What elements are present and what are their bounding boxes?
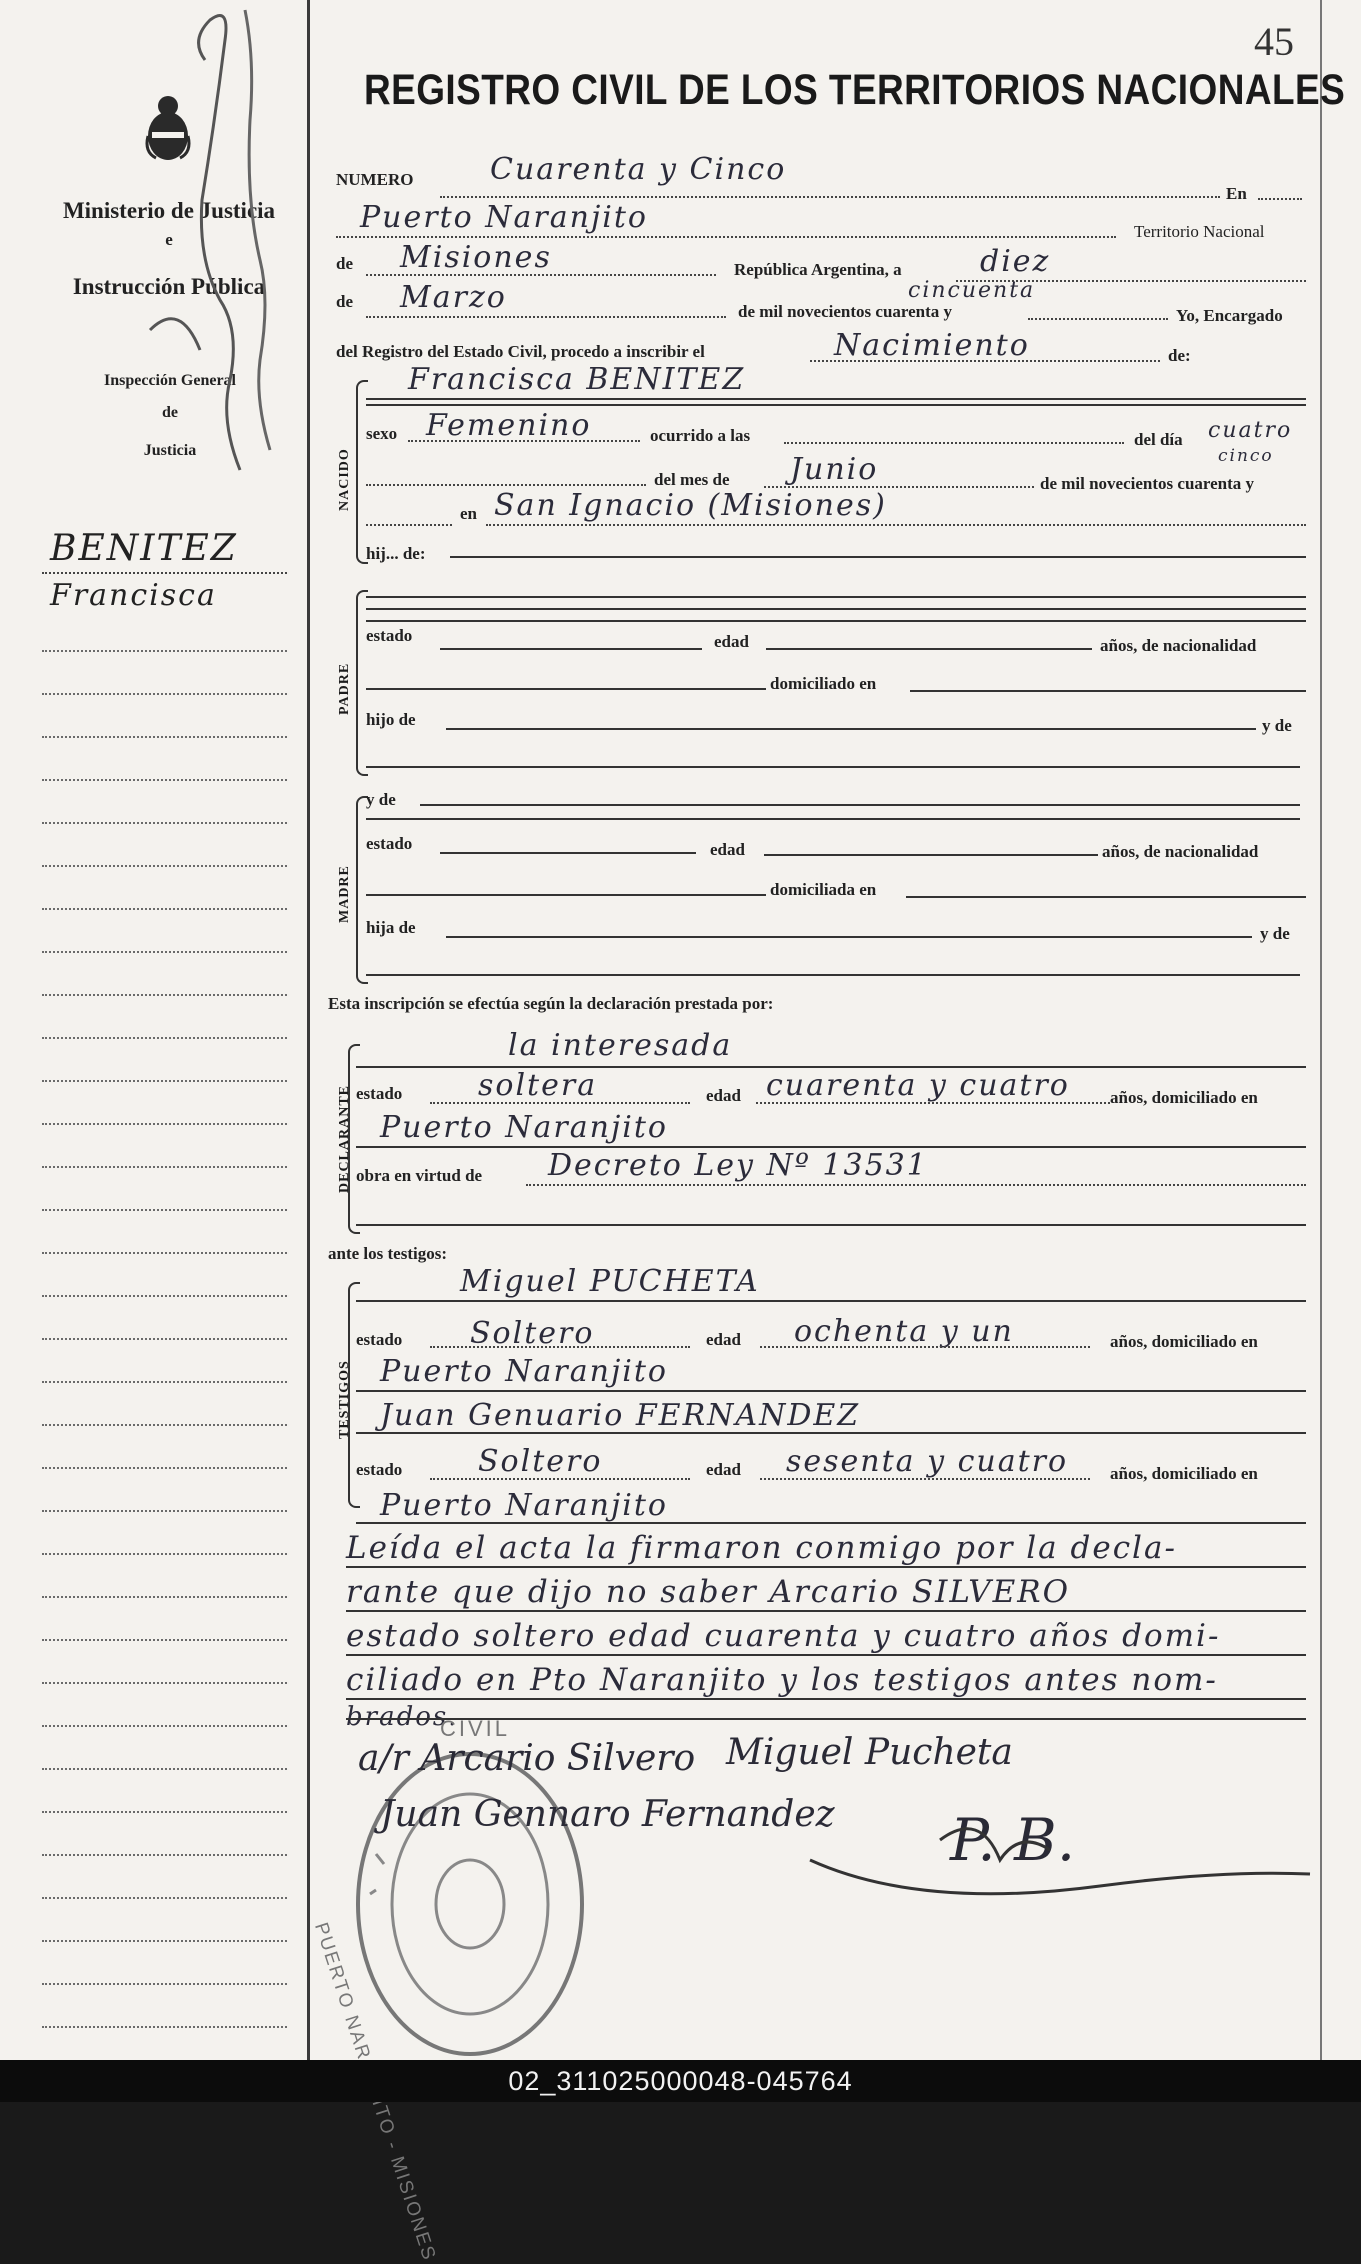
de-colon-label: de: <box>1168 346 1191 365</box>
margin-dotted-line <box>42 693 287 695</box>
mes-nacido-value: Junio <box>790 452 879 487</box>
year-line <box>1028 318 1168 320</box>
padre-hijo-line <box>446 728 1256 730</box>
margin-dotted-line <box>42 1897 287 1899</box>
testigo1-estado-line <box>430 1346 690 1348</box>
margin-dotted-line <box>42 1553 287 1555</box>
numero-line <box>440 196 1220 198</box>
margin-dotted-line <box>42 736 287 738</box>
declarante-domicilio: Puerto Naranjito <box>380 1110 668 1145</box>
testigos-intro: ante los testigos: <box>328 1244 447 1263</box>
nacido-name-line <box>366 398 1306 400</box>
territorio-label: Territorio Nacional <box>1134 222 1265 241</box>
madre-label: MADRE <box>337 865 352 923</box>
testigo2-dom-line <box>356 1522 1306 1524</box>
declarante-label: DECLARANTE <box>337 1084 352 1193</box>
ministry-line1: Ministerio de Justicia <box>62 198 276 223</box>
signature-testigo1: Miguel Pucheta <box>726 1732 1013 1773</box>
madre-dom-line <box>906 896 1306 898</box>
padre-estado-line <box>440 648 702 650</box>
declarante-nombre: la interesada <box>508 1028 733 1063</box>
lugar-line <box>486 524 1306 526</box>
en-nacido-label: en <box>460 504 477 523</box>
testigo1-domicilio: Puerto Naranjito <box>380 1354 668 1389</box>
mil-label: de mil novecientos cuarenta y <box>738 302 953 321</box>
declarante-obra-line <box>526 1184 1306 1186</box>
testigo2-estado-line <box>430 1478 690 1480</box>
margin-dotted-line <box>42 1252 287 1254</box>
en-label: En <box>1226 184 1247 203</box>
margin-dotted-line <box>42 1725 287 1727</box>
madre-brace <box>356 796 368 984</box>
madre-dom-label: domiciliada en <box>770 880 877 899</box>
declarante-obra-label: obra en virtud de <box>356 1166 483 1185</box>
testigo2-edad: sesenta y cuatro <box>786 1444 1069 1479</box>
testigo1-nombre-line <box>356 1300 1306 1302</box>
numero-label: NUMERO <box>336 170 414 189</box>
declarante-edad: cuarenta y cuatro <box>766 1068 1070 1103</box>
testigo1-dom-line <box>356 1390 1306 1392</box>
margin-dotted-line <box>42 1166 287 1168</box>
padre-edad-label: edad <box>714 632 749 651</box>
madre-estado-label: estado <box>366 834 413 853</box>
margin-dotted-line <box>42 1596 287 1598</box>
signature-flourish <box>800 1800 1320 1910</box>
nacido-brace <box>356 380 368 564</box>
padre-yde-label: y de <box>1262 716 1292 735</box>
en-line <box>1258 198 1302 200</box>
mes-line <box>366 316 726 318</box>
closing-line3: estado soltero edad cuarenta y cuatro años domi- <box>346 1618 1221 1654</box>
madre-line1 <box>420 804 1300 806</box>
margin-dotted-line <box>42 822 287 824</box>
closing-rule1 <box>346 1566 1306 1568</box>
dia-nacido-note: cinco <box>1218 446 1274 466</box>
margin-dotted-line <box>42 650 287 652</box>
margin-dotted-line <box>42 1639 287 1641</box>
madre-hija-label: hija de <box>366 918 416 937</box>
signature-testigo2: Juan Gennaro Fernandez <box>380 1794 835 1835</box>
declarante-last-line <box>356 1224 1306 1226</box>
padre-dom-line <box>910 690 1306 692</box>
closing-rule2 <box>346 1610 1306 1612</box>
dia-value: diez <box>980 244 1051 279</box>
testigo2-edad-line <box>760 1478 1090 1480</box>
numero-value: Cuarenta y Cinco <box>490 152 787 187</box>
ministry-line2: e <box>165 230 173 249</box>
declarante-edad-line <box>756 1102 1110 1104</box>
mil-nacido-label: de mil novecientos cuarenta y <box>1040 474 1255 493</box>
closing-line4: ciliado en Pto Naranjito y los testigos antes nom- <box>346 1662 1218 1698</box>
margin-dotted-line <box>42 1080 287 1082</box>
testigo1-edad-label: edad <box>706 1330 741 1349</box>
dia-nacido: cuatro <box>1208 418 1293 443</box>
margin-dotted-line <box>42 1424 287 1426</box>
testigo1-nombre: Miguel PUCHETA <box>460 1264 760 1299</box>
padre-anos-label: años, de nacionalidad <box>1100 636 1257 655</box>
madre-hija-line <box>446 936 1252 938</box>
nacido-name: Francisca BENITEZ <box>408 362 746 397</box>
nacido-name-line2 <box>366 404 1306 406</box>
margin-dotted-line <box>42 1295 287 1297</box>
margin-dotted-line <box>42 1682 287 1684</box>
margin-dotted-line <box>42 1037 287 1039</box>
declarante-intro: Esta inscripción se efectúa según la declaración prestada por: <box>328 994 774 1013</box>
margin-dotted-line <box>42 1381 287 1383</box>
lugar-value: San Ignacio (Misiones) <box>494 488 887 523</box>
madre-last-line <box>366 974 1300 976</box>
margin-dotted-line <box>42 1940 287 1942</box>
closing-line5: brados. <box>346 1702 459 1732</box>
hijo-label: hij... de: <box>366 544 426 563</box>
territorio-line <box>366 274 716 276</box>
del-dia-label: del día <box>1134 430 1183 449</box>
madre-edad-line <box>764 854 1098 856</box>
margin-dotted-line <box>42 994 287 996</box>
padre-dom-label: domiciliado en <box>770 674 877 693</box>
margin-rule <box>307 0 310 2060</box>
mes-value: Marzo <box>400 280 507 315</box>
margin-dotted-line <box>42 1854 287 1856</box>
place-line <box>336 236 1116 238</box>
declarante-anos-label: años, domiciliado en <box>1110 1088 1258 1107</box>
margin-dotted-line <box>42 1510 287 1512</box>
document-title: REGISTRO CIVIL DE LOS TERRITORIOS NACIONALES <box>364 66 1346 114</box>
declarante-estado: soltera <box>478 1068 598 1103</box>
padre-line3 <box>366 620 1306 622</box>
padre-hijo-label: hijo de <box>366 710 416 729</box>
signature-encargado: P. B. <box>950 1806 1076 1874</box>
testigo1-anos-label: años, domiciliado en <box>1110 1332 1258 1351</box>
page-number: 45 <box>1254 19 1294 64</box>
testigo1-edad: ochenta y un <box>794 1314 1014 1349</box>
mes-nacido-label: del mes de <box>654 470 730 489</box>
margin-dotted-line <box>42 1123 287 1125</box>
footer-code: 02_311025000048-045764 <box>0 2060 1361 2102</box>
hijo-line <box>450 556 1306 558</box>
testigo2-estado: Soltero <box>478 1444 603 1479</box>
de-label-2: de <box>336 292 353 311</box>
signature-declarante: a/r Arcario Silvero <box>358 1738 696 1779</box>
margin-dotted-line <box>42 1467 287 1469</box>
margin-dotted-line <box>42 2026 287 2028</box>
inspection-line1: Inspección General <box>104 372 236 389</box>
closing-line2: rante que dijo no saber Arcario SILVERO <box>346 1574 1071 1610</box>
testigo1-estado-label: estado <box>356 1330 403 1349</box>
testigo1-estado: Soltero <box>470 1316 595 1351</box>
inspection-line2: de <box>162 404 178 421</box>
margin-scribble <box>110 0 300 520</box>
ministry-line3: Instrucción Pública <box>72 274 266 299</box>
margin-dotted-line <box>42 1338 287 1340</box>
madre-anos-label: años, de nacionalidad <box>1102 842 1259 861</box>
republica-label: República Argentina, a <box>734 260 902 279</box>
sexo-label: sexo <box>366 424 398 443</box>
testigo2-estado-label: estado <box>356 1460 403 1479</box>
testigo2-nombre: Juan Genuario FERNANDEZ <box>380 1398 861 1433</box>
padre-last-line <box>366 766 1300 768</box>
mes-pre-line <box>366 484 646 486</box>
madre-edad-label: edad <box>710 840 745 859</box>
testigo2-edad-label: edad <box>706 1460 741 1479</box>
testigo1-edad-line <box>760 1346 1090 1348</box>
padre-line2 <box>366 608 1306 610</box>
padre-dom-pre-line <box>366 688 766 690</box>
declarante-obra: Decreto Ley Nº 13531 <box>548 1148 928 1183</box>
acto-value: Nacimiento <box>834 328 1030 363</box>
yo-label: Yo, Encargado <box>1176 306 1283 325</box>
testigo2-anos-label: años, domiciliado en <box>1110 1464 1258 1483</box>
year-note: cincuenta <box>908 278 1036 303</box>
declarante-estado-line <box>430 1102 690 1104</box>
inspection-line3: Justicia <box>143 442 197 459</box>
margin-dotted-line <box>42 1811 287 1813</box>
territorio-value: Misiones <box>400 240 552 275</box>
nacido-label: NACIDO <box>337 448 352 511</box>
acto-line <box>810 360 1160 362</box>
margin-given: Francisca <box>50 578 217 613</box>
testigo2-domicilio: Puerto Naranjito <box>380 1488 668 1523</box>
right-edge-rule <box>1320 0 1322 2060</box>
margin-rule-surname <box>42 572 287 574</box>
madre-estado-line <box>440 852 696 854</box>
sexo-value: Femenino <box>426 408 592 443</box>
ocurrido-line <box>784 442 1124 444</box>
testigo2-nombre-line <box>356 1432 1306 1434</box>
de-label-1: de <box>336 254 353 273</box>
margin-surname: BENITEZ <box>50 528 238 569</box>
testigos-label: TESTIGOS <box>337 1360 352 1439</box>
madre-yde-label: y de <box>366 790 396 809</box>
declarante-edad-label: edad <box>706 1086 741 1105</box>
padre-label: PADRE <box>337 662 352 715</box>
margin-dotted-line <box>42 1768 287 1770</box>
margin-dotted-line <box>42 908 287 910</box>
madre-line2 <box>366 818 1300 820</box>
margin-dotted-line <box>42 1983 287 1985</box>
ocurrido-label: ocurrido a las <box>650 426 751 445</box>
padre-edad-line <box>766 648 1092 650</box>
margin-dotted-line <box>42 951 287 953</box>
padre-estado-label: estado <box>366 626 413 645</box>
registro-label: del Registro del Estado Civil, procedo a inscribir el <box>336 342 705 361</box>
en-pre-line <box>366 524 452 526</box>
place-value: Puerto Naranjito <box>360 200 648 235</box>
madre-yde-end: y de <box>1260 924 1290 943</box>
margin-dotted-line <box>42 865 287 867</box>
closing-line1: Leída el acta la firmaron conmigo por la decla- <box>346 1530 1177 1566</box>
margin-dotted-line <box>42 779 287 781</box>
closing-rule3 <box>346 1654 1306 1656</box>
stamp-top-text: CIVIL <box>440 1716 511 1741</box>
declarante-estado-label: estado <box>356 1084 403 1103</box>
madre-dom-pre-line <box>366 894 766 896</box>
padre-line1 <box>366 596 1306 598</box>
padre-brace <box>356 590 368 776</box>
sexo-line <box>408 440 640 442</box>
closing-rule4 <box>346 1698 1306 1700</box>
margin-dotted-line <box>42 1209 287 1211</box>
